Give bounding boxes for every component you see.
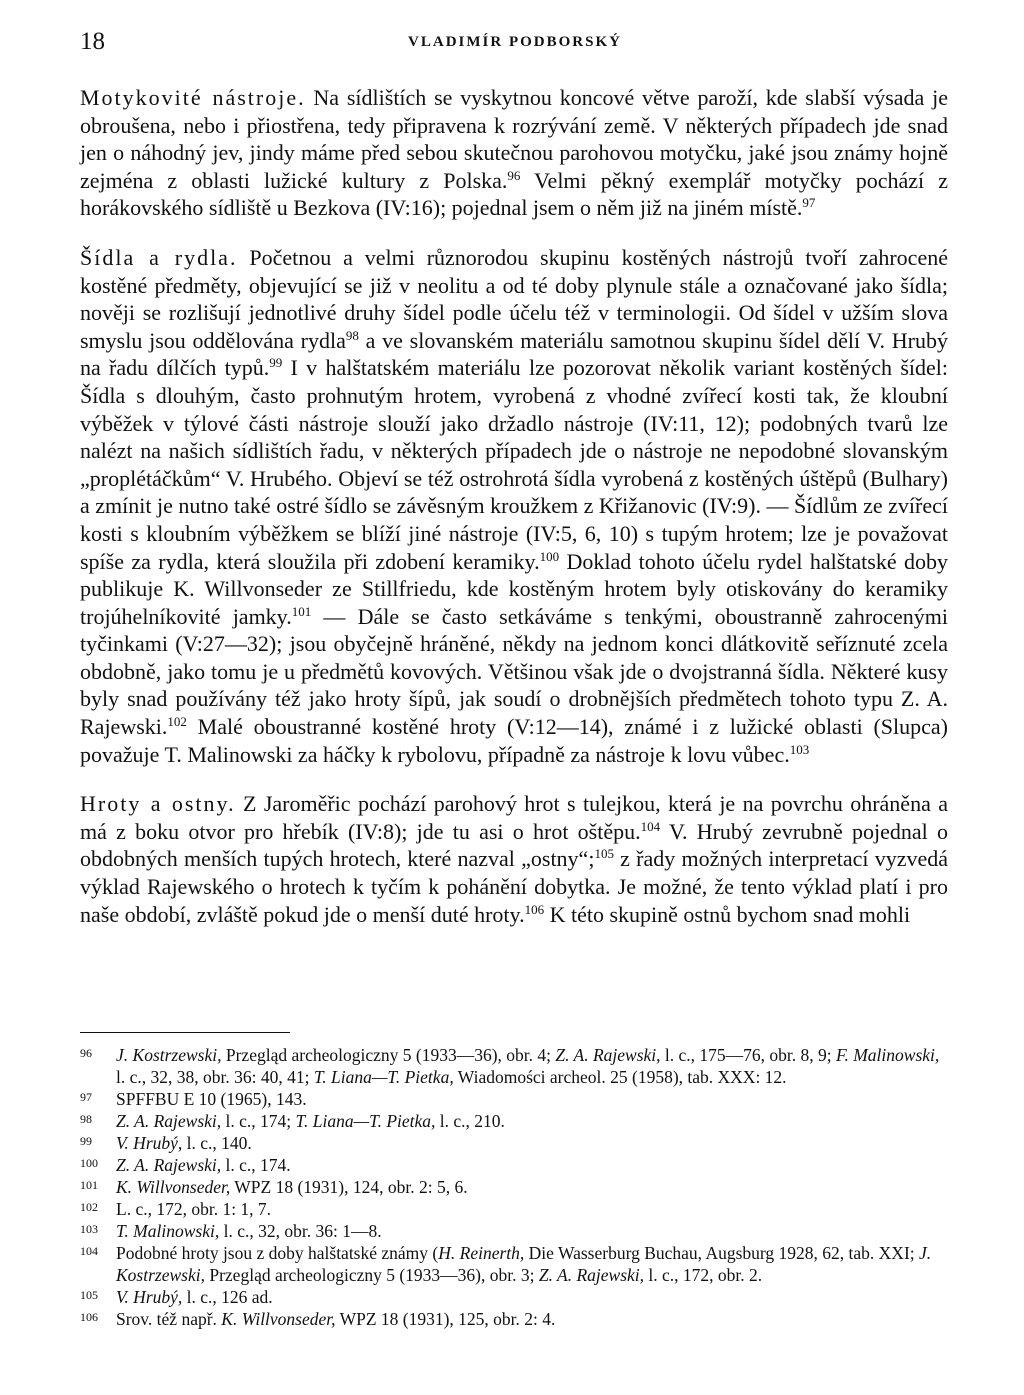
footnote-number: 106 (80, 1310, 98, 1324)
paragraph-text: — Dále se často setkáváme s tenkými, oboustranně zahrocenými tyčinkami (V:27—32); jsou obyčejně hráněné, někdy na jednom konci dlátkovitě seříznuté zcela obdobně, jako tomu je u předmětů kovových. Většinou však jde o dvojstranná šídla. Některé kusy byly snad používány též jako hroty šípů, jak soudí o drobnějších předmětech tohoto typu Z. A. Rajewski. (80, 603, 948, 740)
footnote-reference: 100 (539, 548, 560, 564)
footnote-text-run: l. c., 175—76, obr. 8, 9; (660, 1045, 837, 1065)
footnote-text-run: l. c., 172, obr. 2. (644, 1265, 763, 1285)
footnote (80, 1308, 948, 1330)
footnote-text-run: Die Wasserburg Buchau, Augsburg 1928, 62, tab. XXI; (524, 1243, 920, 1263)
footnote-number: 104 (80, 1244, 98, 1258)
footnote (80, 1132, 948, 1154)
footnote (80, 1154, 948, 1176)
paragraph-text: Na sídlištích se vyskytnou koncové větve paroží, kde slabší výsada je obroušena, nebo i přiostřena, tedy připravena k rozrývání země. V některých případech jde snad jen o náhodný jev, jindy máme před sebou skutečnou parohovou motyčku, jaké jsou známy hojně zejména z oblasti lužické kultury z Polska. (80, 85, 948, 193)
footnote-number: 97 (80, 1090, 92, 1104)
footnote-reference: 97 (802, 195, 816, 211)
author-name: Z. A. Rajewski, (555, 1045, 661, 1065)
footnote-text (116, 1308, 948, 1330)
footnote-reference: 106 (524, 901, 545, 917)
footnote-text (116, 1088, 948, 1110)
paragraph-text: Početnou a velmi různorodou skupinu kostěných nástrojů tvoří zahrocené kostěné předměty, objevující se již v neolitu a od té doby plynule stále a označované jako šídla; nověji se rozlišují jednotlivé druhy šídel podle účelu též v terminologii. Od šídel v užším slova smyslu jsou oddělována rydla (80, 244, 948, 353)
author-name: J. Kostrzewski, (116, 1243, 932, 1285)
footnote (80, 1220, 948, 1242)
paragraph-text: V. Hrubý zevrubně pojednal o obdobných menších tupých hrotech, které nazval „ostny“; (80, 818, 948, 872)
paragraph-text: I v halštatském materiálu lze pozorovat několik variant kostěných šídel: Šídla s dlouhým, často prohnutým hrotem, vyrobená z vhodné zvířecí kosti tak, že kloubní výběžek v týlové části nástroje slouží jako držadlo nástroje (IV:11, 12); podobných tvarů lze nalézt na našich sídlištích řadu, v některých případech jde o nástroje ne nepodobné slovanským „proplétáčkům“ V. Hrubého. Objeví se též ostrohrotá šídla vyrobená z kostěných úštěpů (Bulhary) a zmínit je nutno také ostré šídlo se závěsným kroužkem z Křižanovic (IV:9). — Šídlům ze zvířecí kosti s kloubním výběžkem se blíží jiné nástroje (IV:5, 6, 10) s tupým hrotem; lze je považovat spíše za rydla, která sloužila při zdobení keramiky. (80, 355, 948, 574)
footnote-reference: 105 (594, 846, 614, 862)
footnote-number: 102 (80, 1200, 98, 1214)
footnote-text-run: l. c., 32, obr. 36: 1—8. (219, 1221, 382, 1241)
running-head: VLADIMÍR PODBORSKÝ (408, 34, 622, 50)
paragraph-text: z řady možných interpretací vyzvedá výklad Rajewského o hrotech k tyčím k pohánění dobytka. Je možné, že tento výklad platí i pro naše období, zvláště pokud jde o menší duté hroty. (80, 846, 948, 927)
author-name: F. Malinowski, (836, 1045, 940, 1065)
footnote-text-run: Przegląd archeologiczny 5 (1933—36), obr. 3; (204, 1265, 539, 1285)
page-number: 18 (80, 28, 105, 55)
footnote-number: 100 (80, 1156, 98, 1170)
author-name: Z. A. Rajewski, (538, 1265, 645, 1285)
footnote-text-run: Srov. též např. (116, 1309, 222, 1329)
author-name: H. Reinerth, (438, 1243, 525, 1263)
author-name: J. Kostrzewski, (116, 1045, 222, 1065)
footnote-text-run: l. c., 210. (435, 1111, 505, 1131)
paragraph (80, 244, 948, 768)
section-heading: Šídla a rydla. (80, 244, 238, 270)
footnote-text-run: Podobné hroty jsou z doby halštatské známy ( (116, 1243, 439, 1263)
author-name: V. Hrubý, (116, 1133, 183, 1153)
footnote-reference: 96 (507, 167, 521, 183)
author-name: V. Hrubý, (116, 1287, 183, 1307)
author-name: T. Malinowski, (116, 1221, 220, 1241)
footnote (80, 1044, 948, 1088)
author-name: Z. A. Rajewski, (116, 1155, 222, 1175)
footnote-text-run: WPZ 18 (1931), 124, obr. 2: 5, 6. (230, 1177, 468, 1197)
footnote (80, 1110, 948, 1132)
footnote-text (116, 1044, 948, 1088)
paragraph-text: Malé oboustranné kostěné hroty (V:12—14), známé i z lužické oblasti (Slupca) považuje T. Malinowski za háčky k rybolovu, případně za nástroje k lovu vůbec. (80, 714, 948, 767)
footnote-text (116, 1286, 948, 1308)
footnote-text-run: l. c., 126 ad. (182, 1287, 273, 1307)
author-name: T. Liana—T. Pietka, (313, 1067, 454, 1087)
footnote-text-run: l. c., 140. (182, 1133, 252, 1153)
footnote-text-run: L. c., 172, obr. 1: 1, 7. (116, 1199, 272, 1219)
footnote-text-run: SPFFBU E 10 (1965), 143. (116, 1089, 307, 1109)
footnote-text (116, 1110, 948, 1132)
footnote (80, 1242, 948, 1286)
footnote-reference: 102 (167, 714, 187, 730)
footnote-number: 101 (80, 1178, 98, 1192)
author-name: Z. A. Rajewski, (116, 1111, 222, 1131)
paragraph-text: Velmi pěkný exemplář motyčky pochází z horákovského sídliště u Bezkova (IV:16); pojednal jsem o něm již na jiném místě. (80, 167, 948, 221)
footnote-text (116, 1154, 948, 1176)
footnote-text-run: l. c., 174; (221, 1111, 296, 1131)
page-header (80, 28, 950, 68)
footnote-number: 103 (80, 1222, 98, 1236)
footnote (80, 1088, 948, 1110)
footnote-reference: 98 (345, 327, 359, 343)
paragraph-text: Z Jaroměřic pochází parohový hrot s tulejkou, která je na povrchu ohráněna a má z boku otvor pro hřebík (IV:8); jde tu asi o hrot oštěpu. (80, 791, 948, 844)
footnote (80, 1176, 948, 1198)
footnote-text-run: l. c., 174. (221, 1155, 291, 1175)
footnote-text-run: Przegląd archeologiczny 5 (1933—36), obr. 4; (221, 1045, 556, 1065)
footnote-number: 99 (80, 1134, 92, 1148)
footnote-number: 96 (80, 1046, 92, 1060)
paragraph-text: a ve slovanském materiálu samotnou skupinu šídel dělí V. Hrubý na řadu dílčích typů. (80, 327, 948, 381)
footnote (80, 1198, 948, 1220)
section-heading: Motykovité nástroje. (80, 85, 306, 110)
main-text (80, 84, 948, 928)
author-name: K. Willvonseder, (221, 1309, 336, 1329)
footnote-text-run: WPZ 18 (1931), 125, obr. 2: 4. (335, 1309, 556, 1329)
paragraph (80, 790, 948, 928)
footnotes (80, 1044, 948, 1330)
footnote (80, 1286, 948, 1308)
footnote-text (116, 1220, 948, 1242)
footnote-reference: 104 (640, 818, 661, 834)
author-name: T. Liana—T. Pietka, (295, 1111, 436, 1131)
paragraph (80, 84, 948, 222)
footnote-number: 98 (80, 1112, 92, 1126)
section-heading: Hroty a ostny. (80, 791, 236, 817)
paragraph-text: Doklad tohoto účelu rydel halštatské doby publikuje K. Willvonseder ze Stillfriedu, kde kostěným hrotem byly otiskovány do keramiky trojúhelníkovité jamky. (80, 548, 948, 629)
footnote-text-run: Wiadomości archeol. 25 (1958), tab. XXX: 12. (453, 1067, 787, 1087)
footnote-reference: 99 (269, 355, 283, 371)
footnote-number: 105 (80, 1288, 98, 1302)
footnote-text (116, 1132, 948, 1154)
footnote-text-run: l. c., 32, 38, obr. 36: 40, 41; (116, 1067, 314, 1087)
footnote-text (116, 1176, 948, 1198)
author-name: K. Willvonseder, (116, 1177, 231, 1197)
footnote-text (116, 1242, 948, 1286)
footnote-reference: 101 (291, 603, 312, 619)
footnote-reference: 103 (789, 741, 810, 757)
paragraph-text: K této skupině ostnů bychom snad mohli (544, 901, 911, 927)
footnote-rule (80, 1032, 290, 1033)
footnote-text (116, 1198, 948, 1220)
